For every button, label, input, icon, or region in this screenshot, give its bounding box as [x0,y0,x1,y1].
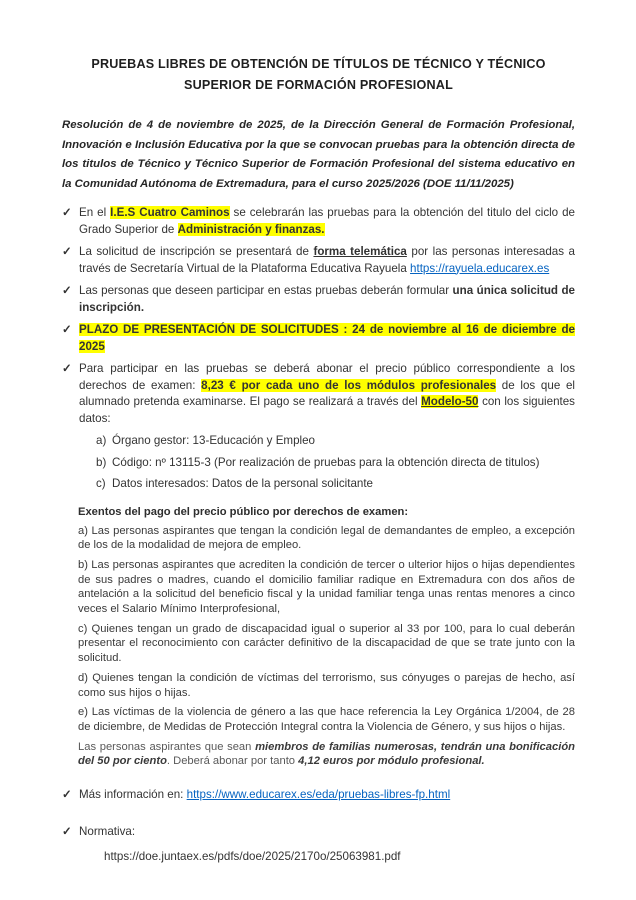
document-body [62,116,575,866]
exemption-familias-numerosas-text: Las personas aspirantes que sean [78,740,256,753]
sub-item-codigo [96,455,575,472]
checklist-item-centro-text: se celebrarán las pruebas para la obtención del titulo del ciclo de Grado Superior de [79,206,576,236]
exemption-e [78,705,575,734]
checklist-item-centro-text: En el [79,206,111,219]
checklist-item-solicitud [62,244,575,277]
checklist-item-centro-text: Administración y finanzas. [177,222,325,236]
exemption-c-text: c) Quienes tengan un grado de discapacidad igual o superior al 33 por 100, para lo cual deberán presentar el reconocimiento con carácter definitivo de la discapacidad de que se trate junto con la solicitud. [78,622,575,665]
checklist-item-plazo-body [79,322,575,355]
checklist-item-plazo [62,322,575,355]
intro-paragraph [62,116,575,194]
checklist-item-mas-informacion-body [79,787,575,804]
sub-item-datos-interesados-label: c) [96,477,106,490]
checklist-item-precio [62,361,575,427]
normativa-url [104,849,575,866]
checklist-item-unica-solicitud-body [79,283,575,316]
exemption-d-text: d) Quienes tengan la condición de víctimas del terrorismo, sus cónyuges o parejas de hecho, así como sus hijos o hijas. [78,671,575,699]
exemption-familias-numerosas [78,740,575,769]
title-line-2: SUPERIOR DE FORMACIÓN PROFESIONAL [184,78,453,92]
exemption-familias-numerosas-text: miembros de familias numerosas, tendrán una bonificación del 50 por ciento [78,740,575,768]
check-icon: ✓ [62,363,72,375]
exemption-a-text: a) Las personas aspirantes que tengan la condición legal de demandantes de empleo, a excepción de los de la modalidad de mejora de empleo. [78,524,575,552]
exemptions-heading [78,505,575,520]
checklist-item-solicitud-text: forma telemática [313,245,407,258]
exemption-familias-numerosas-text: . Deberá abonar por tanto [166,755,299,768]
checklist-item-precio-text: Modelo-50 [421,395,479,408]
rayuela-link[interactable]: https://rayuela.educarex.es [410,261,550,275]
exemptions-heading-text: Exentos del pago del precio público por derechos de examen: [78,505,409,518]
checklist-item-unica-solicitud-text: Las personas que deseen participar en estas pruebas deberán formular [79,284,453,297]
checklist-item-normativa-body [79,824,575,841]
checklist-item-precio-body [79,361,575,427]
checklist-item-mas-informacion-text: Más información en: [79,788,187,802]
exemption-e-text: e) Las víctimas de la violencia de género a las que hace referencia la Ley Orgánica 1/2004, de 28 de diciembre, de Medidas de Protección Integral contra la Violencia de Género, y sus hijos o hijas. [78,706,575,733]
title-line-1: PRUEBAS LIBRES DE OBTENCIÓN DE TÍTULOS DE TÉCNICO Y TÉCNICO [91,57,546,71]
checklist-item-precio-text: Para participar en las pruebas se deberá abonar el precio público correspondiente a los derechos de examen: [79,362,575,392]
checklist-item-normativa [62,824,575,841]
checklist-item-unica-solicitud [62,283,575,316]
exemption-c [78,622,575,666]
exemption-a [78,524,575,553]
mas-informacion-link[interactable]: https://www.educarex.es/eda/pruebas-libres-fp.html [186,788,451,802]
normativa-url-text: https://doe.juntaex.es/pdfs/doe/2025/2170o/25063981.pdf [104,850,401,864]
checklist-item-precio-text: 8,23 € por cada uno de los módulos profesionales [201,378,497,392]
sub-item-codigo-text: Código: nº 13115-3 (Por realización de pruebas para la obtención directa de titulos) [112,455,540,469]
checklist-item-precio-text: de los que el alumnado pretenda examinarse. El pago se realizará a través del [79,378,575,408]
check-icon: ✓ [62,324,72,336]
checklist-item-solicitud-body [79,244,575,277]
exemption-b [78,558,575,617]
checklist-item-precio-text: con los siguientes datos: [79,395,575,425]
check-icon: ✓ [62,825,72,838]
document-title [62,54,575,96]
check-icon: ✓ [62,246,72,258]
checklist-item-normativa-text: Normativa: [79,824,136,838]
checklist-item-solicitud-text: La solicitud de inscripción se presentará de [79,245,314,258]
sub-item-datos-interesados [96,476,575,493]
sub-item-organo-gestor-label: a) [96,434,107,447]
check-icon: ✓ [62,789,72,802]
checklist-item-centro-text: I.E.S Cuatro Caminos [110,206,230,219]
sub-item-organo-gestor-text: Órgano gestor: 13-Educación y Empleo [112,434,316,447]
exemption-b-text: b) Las personas aspirantes que acrediten la condición de tercer o ulterior hijos o hijas dependientes de sus padres o madres, cuando el domicilio familiar radique en Extremadura con dos años de antelación a la solicitud del beneficio fiscal y la unidad familiar tenga unas rentas menores a cinco veces el Salario Mínimo Interprofesional, [78,558,575,616]
checklist-item-unica-solicitud-text: una única solicitud de inscripción. [79,284,575,314]
sub-item-organo-gestor [96,433,575,450]
checklist-item-plazo-text: PLAZO DE PRESENTACIÓN DE SOLICITUDES : 24 de noviembre al 16 de diciembre de 2025 [79,323,575,353]
checklist-item-solicitud-text: por las personas interesadas a través de Secretaría Virtual de la Plataforma Educativa Rayuela [79,245,575,275]
check-icon: ✓ [62,285,72,297]
sub-item-codigo-label: b) [96,455,107,469]
checklist-item-centro-body [79,205,575,238]
sub-item-datos-interesados-text: Datos interesados: Datos de la personal solicitante [112,477,374,490]
checklist-item-centro [62,205,575,238]
checklist-item-mas-informacion [62,787,575,804]
exemption-familias-numerosas-text: 4,12 euros por módulo profesional. [298,755,485,768]
exemption-d [78,671,575,700]
check-icon: ✓ [62,207,72,219]
intro-paragraph-text: Resolución de 4 de noviembre de 2025, de la Dirección General de Formación Profesional, Innovación e Inclusión Educativa por la que se convocan pruebas para la obtención directa de los titulos de Técnico y Técnico Superior de Formación Profesional del sistema educativo en la Comunidad Autónoma de Extremadura, para el curso 2025/2026 (DOE 11/11/2025) [62,119,575,190]
